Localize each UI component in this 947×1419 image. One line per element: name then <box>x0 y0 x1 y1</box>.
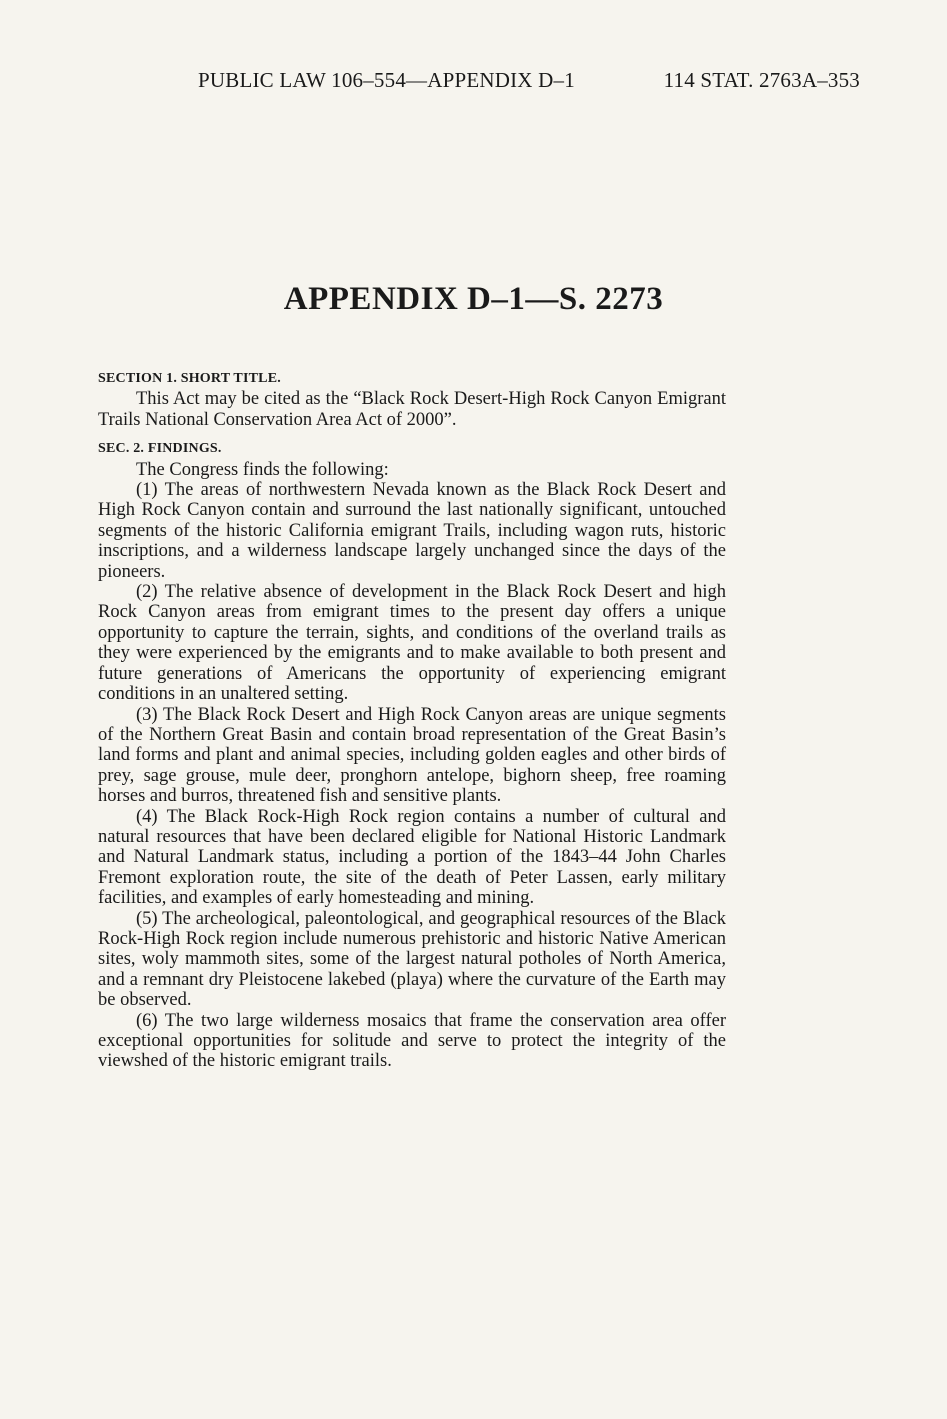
section-heading: SECTION 1. SHORT TITLE. <box>98 371 281 386</box>
running-head <box>198 68 860 93</box>
finding-5: (5) The archeological, paleontological, and geographical resources of the Black Rock-High Rock region include numerous prehistoric and historic Native American sites, woly mammoth sites, some of the largest natural potholes of North America, and a remnant dry Pleistocene lakebed (playa) where the curvature of the Earth may be observed. <box>98 908 726 1011</box>
section-short-title <box>98 369 726 430</box>
finding-2: (2) The relative absence of development in the Black Rock Desert and high Rock Canyon areas from emigrant times to the present day offers a unique opportunity to capture the terrain, sights, and conditions of the overland trails as they were experienced by the emigrants and to make available to both present and future generations of Americans the opportunity of experiencing emigrant conditions in an unaltered setting. <box>98 582 726 705</box>
finding-3: (3) The Black Rock Desert and High Rock Canyon areas are unique segments of the Northern Great Basin and contain broad representation of the Great Basin’s land forms and plant and animal species, including golden eagles and other birds of prey, sage grouse, mule deer, pronghorn antelope, bighorn sheep, free roaming horses and burros, threatened fish and sensitive plants. <box>98 704 726 807</box>
section-findings <box>98 439 726 1072</box>
finding-1: (1) The areas of northwestern Nevada known as the Black Rock Desert and High Rock Canyon contain and surround the last nationally significant, untouched segments of the historic California emigrant Trails, including wagon ruts, historic inscriptions, and a wilderness landscape largely unchanged since the days of the pioneers. <box>98 480 726 582</box>
paragraph-intro: The Congress finds the following: <box>136 459 389 480</box>
running-head-stat: 114 STAT. 2763A–353 <box>663 68 860 92</box>
finding-6: (6) The two large wilderness mosaics that frame the conservation area offer exceptional opportunities for solitude and serve to protect the integrity of the viewshed of the historic emigrant trails. <box>98 1010 726 1072</box>
finding-4: (4) The Black Rock-High Rock region contains a number of cultural and natural resources that have been declared eligible for National Historic Landmark and Natural Landmark status, including a portion of the 1843–44 John Charles Fremont exploration route, the site of the death of Peter Lassen, early military facilities, and examples of early homesteading and mining. <box>98 806 726 909</box>
document-body <box>98 369 726 1072</box>
running-head-law: PUBLIC LAW 106–554—APPENDIX D–1 <box>198 68 575 92</box>
paragraph: This Act may be cited as the “Black Rock Desert-High Rock Canyon Emigrant Trails National Conservation Area Act of 2000”. <box>98 389 726 430</box>
appendix-title: APPENDIX D–1—S. 2273 <box>283 281 664 317</box>
section-heading: SEC. 2. FINDINGS. <box>98 441 222 457</box>
